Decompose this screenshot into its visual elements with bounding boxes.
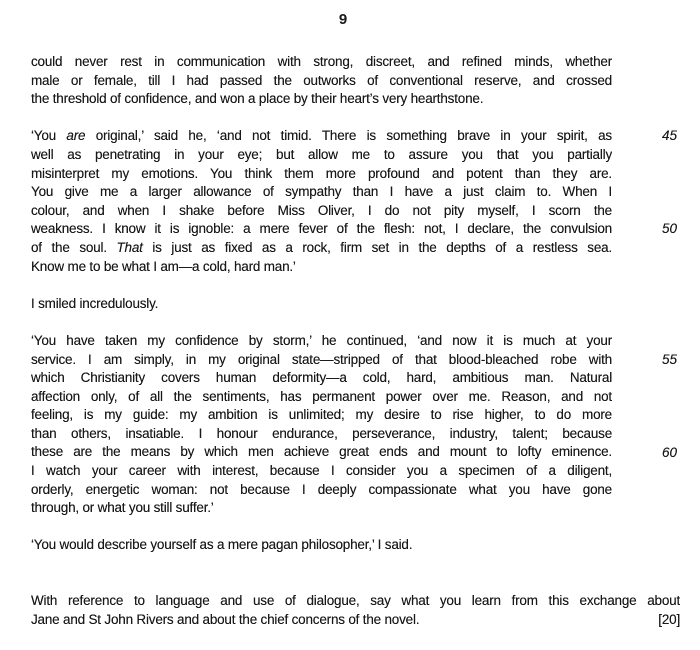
text-line: ‘You have taken my confidence by storm,’ he continued, ‘and now it is much at your: [31, 332, 612, 348]
text-line: than others, insatiable. I honour endurance, perseverance, industry, talent; because: [31, 425, 612, 441]
text-line: through, or what you still suffer.’: [31, 500, 214, 516]
paragraph: [31, 53, 612, 109]
page-number: 9: [338, 11, 348, 28]
text-line: I smiled incredulously.: [31, 295, 159, 311]
text-line: ‘You would describe yourself as a mere pagan philosopher,’ I said.: [31, 537, 413, 553]
line-number-marker: 55: [661, 351, 677, 367]
text-line: I watch your career with interest, because I consider you a specimen of a diligent,: [31, 463, 612, 479]
line-number-marker: 50: [661, 221, 677, 237]
paragraph: [31, 127, 677, 276]
text-line: misinterpret my emotions. You think them more profound and potent than they are.: [31, 165, 612, 181]
question-text: Jane and St John Rivers and about the chief concerns of the novel.: [31, 611, 420, 627]
text-line: which Christianity covers human deformity—a cold, hard, ambitious man. Natural: [31, 370, 612, 386]
marks-label: [20]: [658, 611, 680, 627]
paragraph: [31, 536, 612, 555]
line-number-marker: 45: [661, 128, 677, 144]
passage: [31, 53, 677, 574]
paragraph: [31, 295, 612, 314]
text-line: orderly, energetic woman: not because I deeply compassionate what you have gone: [31, 481, 612, 497]
text-line: You give me a larger allowance of sympathy than I have a just claim to. When I: [31, 184, 612, 200]
question-block: [31, 592, 680, 629]
question-line: [31, 611, 680, 630]
line-number-marker: 60: [661, 444, 677, 460]
text-line: could never rest in communication with strong, discreet, and refined minds, whether: [31, 54, 612, 69]
text-line: service. I am simply, in my original state—stripped of that blood-bleached robe with: [31, 351, 612, 367]
question-line: With reference to language and use of dialogue, say what you learn from this exchange about: [31, 593, 680, 608]
text-line: ‘You are original,’ said he, ‘and not timid. There is something brave in your spirit, as: [31, 128, 612, 144]
text-line: the threshold of confidence, and won a place by their heart’s very hearthstone.: [31, 91, 484, 107]
text-line: Know me to be what I am—a cold, hard man.’: [31, 258, 296, 274]
text-line: well as penetrating in your eye; but allow me to assure you that you partially: [31, 146, 612, 162]
text-line: affection only, of all the sentiments, has permanent power over me. Reason, and not: [31, 388, 612, 404]
text-line: these are the means by which men achieve great ends and mount to lofty eminence.: [31, 444, 612, 460]
text-line: feeling, is my guide: my ambition is unlimited; my desire to rise higher, to do more: [31, 407, 612, 423]
text-line: colour, and when I shake before Miss Oliver, I do not pity myself, I scorn the: [31, 202, 612, 218]
text-line: weakness. I know it is ignoble: a mere fever of the flesh: not, I declare, the convulsion: [31, 221, 612, 237]
text-line: male or female, till I had passed the outworks of conventional reserve, and crossed: [31, 72, 612, 88]
paragraph: [31, 332, 677, 518]
text-line: of the soul. That is just as fixed as a rock, firm set in the depths of a restless sea.: [31, 239, 612, 255]
